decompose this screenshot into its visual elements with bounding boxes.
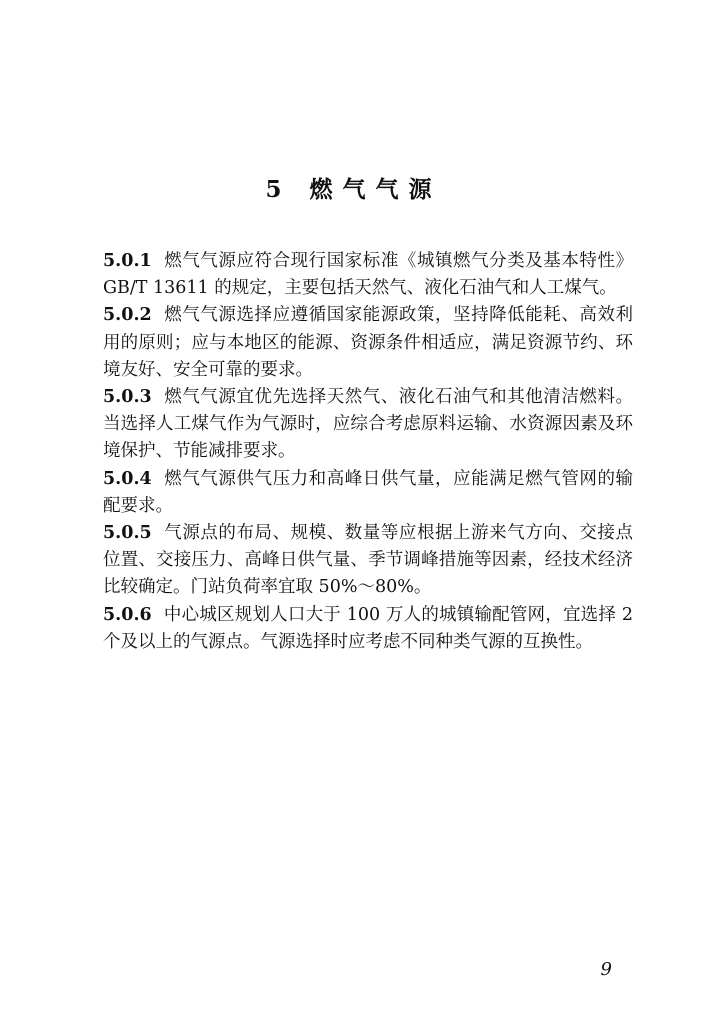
clause-text: 气源点的布局、规模、数量等应根据上游来气方向、交接点位置、交接压力、高峰日供气量、季节调峰措施等因素，经技术经济比较确定。门站负荷率宜取 50%～80%。	[103, 523, 633, 598]
clause-number: 5.0.6	[103, 604, 152, 625]
clause-text: 燃气气源宜优先选择天然气、液化石油气和其他清洁燃料。当选择人工煤气作为气源时，应综合考虑原料运输、水资源因素及环境保护、节能减排要求。	[103, 387, 633, 462]
clause-5-0-1	[103, 248, 633, 302]
clause-text: 燃气气源选择应遵循国家能源政策，坚持降低能耗、高效利用的原则；应与本地区的能源、资源条件相适应，满足资源节约、环境友好、安全可靠的要求。	[103, 305, 633, 380]
clause-5-0-3	[103, 384, 633, 466]
clause-number: 5.0.2	[103, 305, 152, 326]
clause-5-0-4	[103, 466, 633, 520]
clause-text: 燃气气源应符合现行国家标准《城镇燃气分类及基本特性》GB/T 13611 的规定，主要包括天然气、液化石油气和人工煤气。	[103, 251, 633, 299]
clause-text: 燃气气源供气压力和高峰日供气量，应能满足燃气管网的输配要求。	[103, 468, 633, 516]
clause-5-0-5	[103, 520, 633, 602]
clause-number: 5.0.4	[103, 468, 152, 489]
clause-number: 5.0.1	[103, 251, 152, 271]
clause-list	[103, 248, 633, 656]
page-number: 9	[600, 959, 612, 980]
clause-number: 5.0.5	[103, 523, 152, 544]
clause-text: 中心城区规划人口大于 100 万人的城镇输配管网，宜选择 2 个及以上的气源点。气源选择时应考虑不同种类气源的互换性。	[103, 604, 633, 652]
clause-5-0-2	[103, 302, 633, 384]
clause-5-0-6	[103, 602, 633, 656]
clause-number: 5.0.3	[103, 387, 152, 408]
chapter-title: 5 燃气气源	[265, 176, 442, 203]
